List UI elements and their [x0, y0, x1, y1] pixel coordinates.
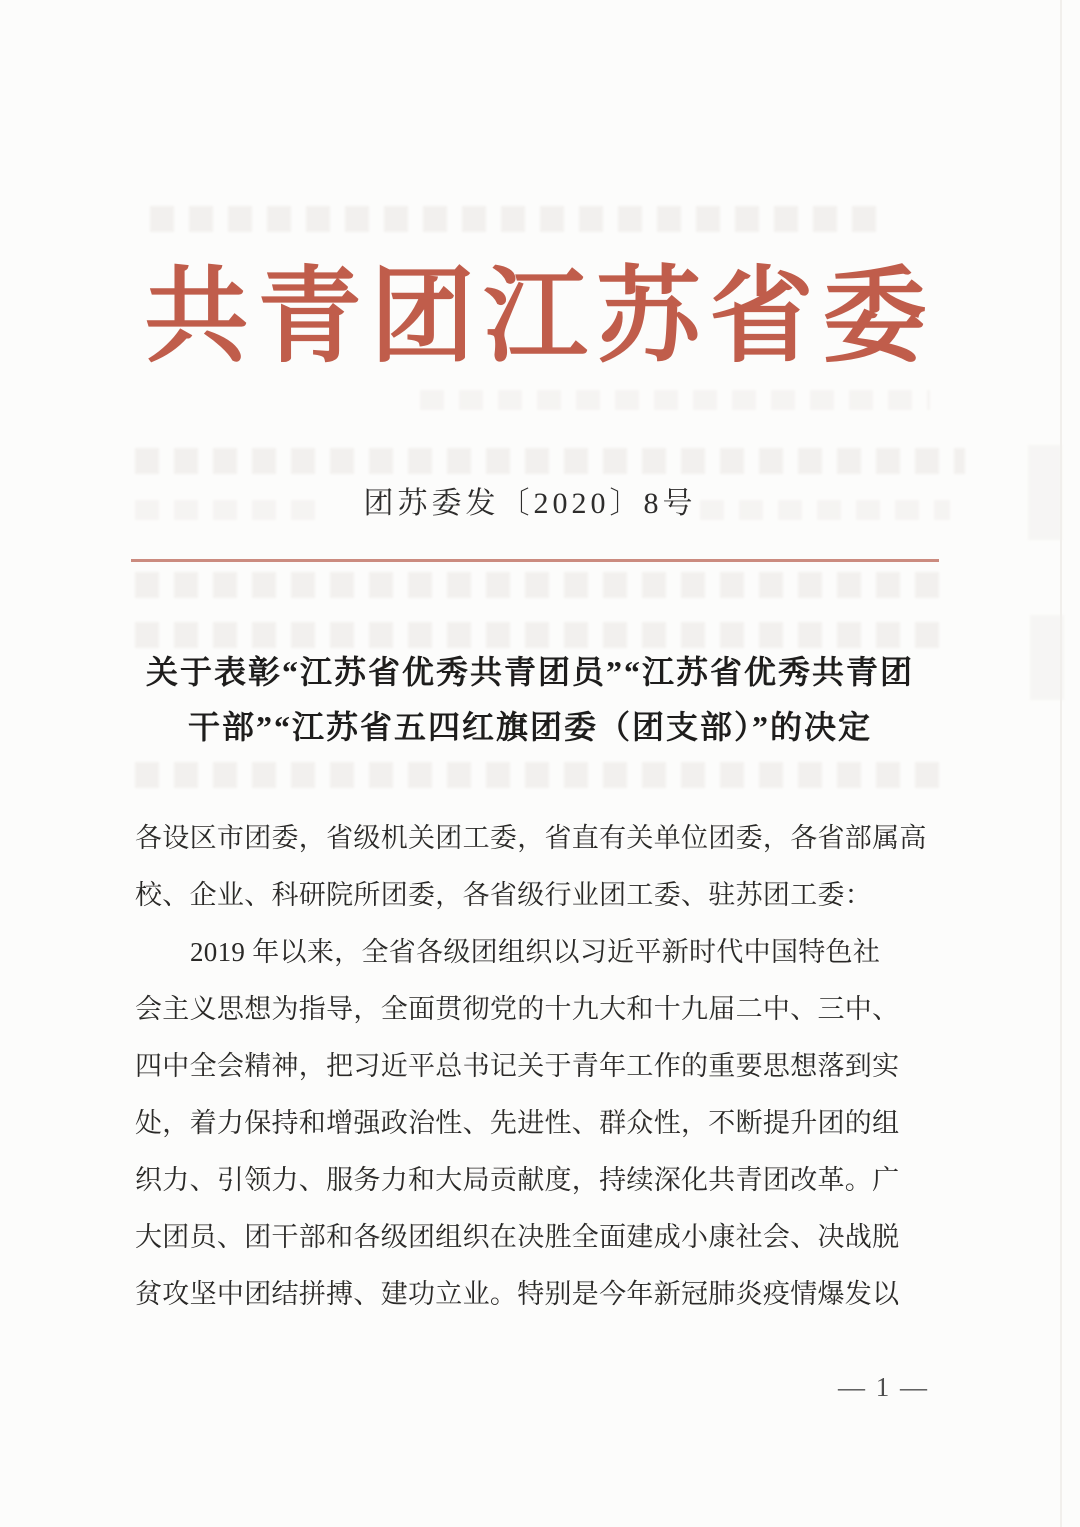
bleed-through-artifact: [135, 762, 950, 788]
bleed-through-artifact: [135, 448, 965, 474]
body-text-line: 大团员、团干部和各级团组织在决胜全面建成小康社会、决战脱: [135, 1222, 900, 1252]
bleed-through-artifact: [1028, 445, 1062, 540]
body-text-line: 处，着力保持和增强政治性、先进性、群众性，不断提升团的组: [135, 1108, 900, 1138]
bleed-through-artifact: [1030, 615, 1064, 700]
document-number: 团苏委发〔2020〕8号: [363, 487, 697, 520]
issuer-masthead: 共青团江苏省委: [144, 260, 936, 375]
scan-edge-artifact: [1060, 0, 1062, 1527]
body-text-line: 织力、引领力、服务力和大局贡献度，持续深化共青团改革。广: [135, 1165, 900, 1195]
bleed-through-artifact: [420, 390, 930, 410]
body-text-line: 会主义思想为指导，全面贯彻党的十九大和十九届二中、三中、: [135, 994, 900, 1024]
document-title: [135, 645, 925, 755]
bleed-through-artifact: [150, 206, 890, 232]
page-number: — 1 —: [838, 1372, 929, 1402]
title-line-2: 干部”“江苏省五四红旗团委（团支部）”的决定: [187, 709, 872, 745]
body-text-line: 贫攻坚中团结拼搏、建功立业。特别是今年新冠肺炎疫情爆发以: [135, 1279, 900, 1309]
body-text-line: 2019 年以来，全省各级团组织以习近平新时代中国特色社: [190, 937, 881, 967]
title-line-1: 关于表彰“江苏省优秀共青团员”“江苏省优秀共青团: [145, 654, 914, 690]
body-text-line: 四中全会精神，把习近平总书记关于青年工作的重要思想落到实: [135, 1051, 900, 1081]
bleed-through-artifact: [135, 572, 945, 598]
document-body: [135, 810, 925, 1323]
red-divider-line: [131, 559, 939, 562]
salutation-line: 校、企业、科研院所团委，各省级行业团工委、驻苏团工委：: [135, 880, 873, 910]
salutation-line: 各设区市团委，省级机关团工委，省直有关单位团委，各省部属高: [135, 823, 927, 853]
